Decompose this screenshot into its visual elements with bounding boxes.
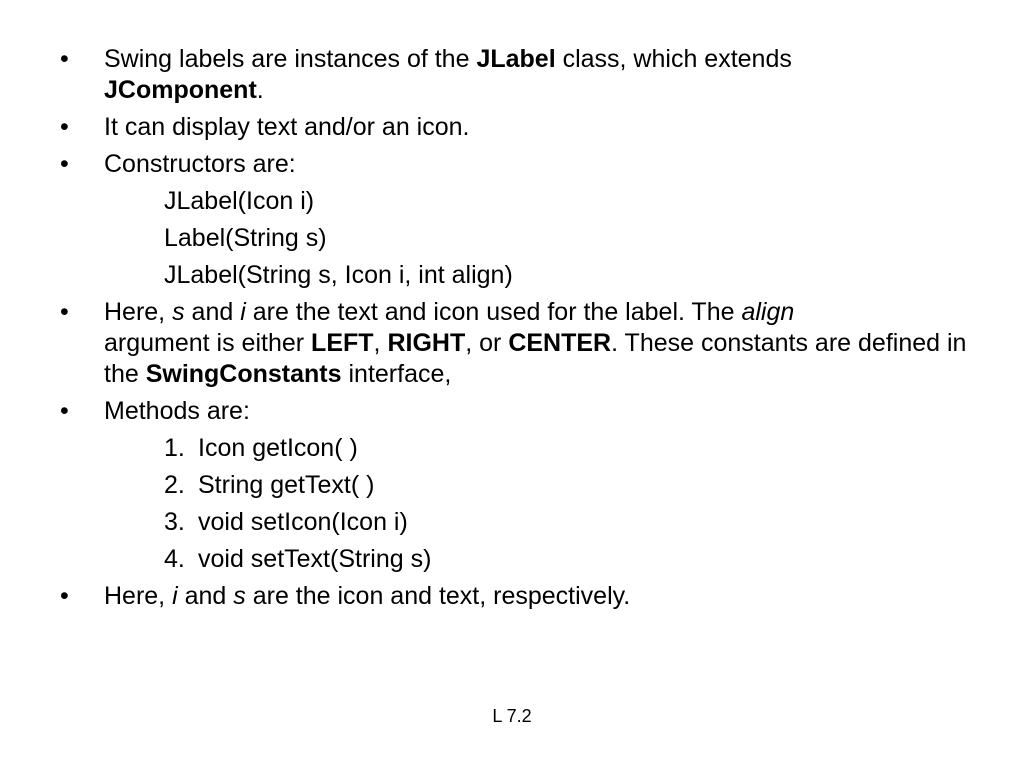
method-number: 3. xyxy=(164,508,185,536)
method-text: Icon getIcon( ) xyxy=(198,434,358,462)
text: It can display text and/or an icon. xyxy=(104,113,470,141)
bullet-dot: • xyxy=(60,582,69,610)
bullet-align xyxy=(60,297,980,390)
interface-swingconstants: SwingConstants xyxy=(145,360,342,388)
param-i: i xyxy=(240,298,246,326)
text: Methods are: xyxy=(104,397,250,425)
text: Here, xyxy=(104,298,173,326)
text: and xyxy=(177,582,234,610)
param-s: s xyxy=(172,298,185,326)
text: are the text and icon used for the label. The xyxy=(245,298,742,326)
constant-right: RIGHT xyxy=(387,329,466,357)
method-line xyxy=(60,470,980,501)
bullet-methods xyxy=(60,396,980,427)
text: and xyxy=(184,298,241,326)
slide-number: L 7.2 xyxy=(492,706,532,726)
text: class, which extends xyxy=(555,45,792,73)
constant-center: CENTER xyxy=(508,329,612,357)
text: , xyxy=(373,329,388,357)
param-align: align xyxy=(741,298,795,326)
class-name-jcomponent: JComponent xyxy=(104,76,257,104)
bullet-display xyxy=(60,112,980,143)
constructor-line: JLabel(String s, Icon i, int align) xyxy=(164,261,513,289)
bullet-dot: • xyxy=(60,397,69,425)
constructor-line: Label(String s) xyxy=(164,224,327,252)
bullet-list xyxy=(60,44,980,618)
method-line xyxy=(60,544,980,575)
method-text: void setIcon(Icon i) xyxy=(198,508,408,536)
text: are the icon and text, respectively. xyxy=(245,582,631,610)
text: interface, xyxy=(341,360,452,388)
bullet-dot: • xyxy=(60,150,69,178)
text: Constructors are: xyxy=(104,150,296,178)
method-number: 2. xyxy=(164,471,185,499)
text: argument is either xyxy=(104,329,312,357)
class-name-jlabel: JLabel xyxy=(476,45,556,73)
text: Here, xyxy=(104,582,173,610)
text: , or xyxy=(465,329,509,357)
bullet-dot: • xyxy=(60,298,69,326)
param-i: i xyxy=(172,582,178,610)
method-number: 1. xyxy=(164,434,185,462)
bullet-constructors xyxy=(60,149,980,180)
method-text: void setText(String s) xyxy=(198,545,432,573)
method-line xyxy=(60,433,980,464)
text: . xyxy=(256,76,264,104)
method-line xyxy=(60,507,980,538)
constructor-line: JLabel(Icon i) xyxy=(164,187,315,215)
bullet-jlabel-class xyxy=(60,44,980,106)
method-number: 4. xyxy=(164,545,185,573)
text: Swing labels are instances of the xyxy=(104,45,477,73)
bullet-dot: • xyxy=(60,113,69,141)
bullet-dot: • xyxy=(60,45,69,73)
method-text: String getText( ) xyxy=(198,471,375,499)
constant-left: LEFT xyxy=(311,329,374,357)
param-s: s xyxy=(233,582,246,610)
bullet-respectively xyxy=(60,581,980,612)
text: . These constants are defined in the xyxy=(104,329,967,388)
